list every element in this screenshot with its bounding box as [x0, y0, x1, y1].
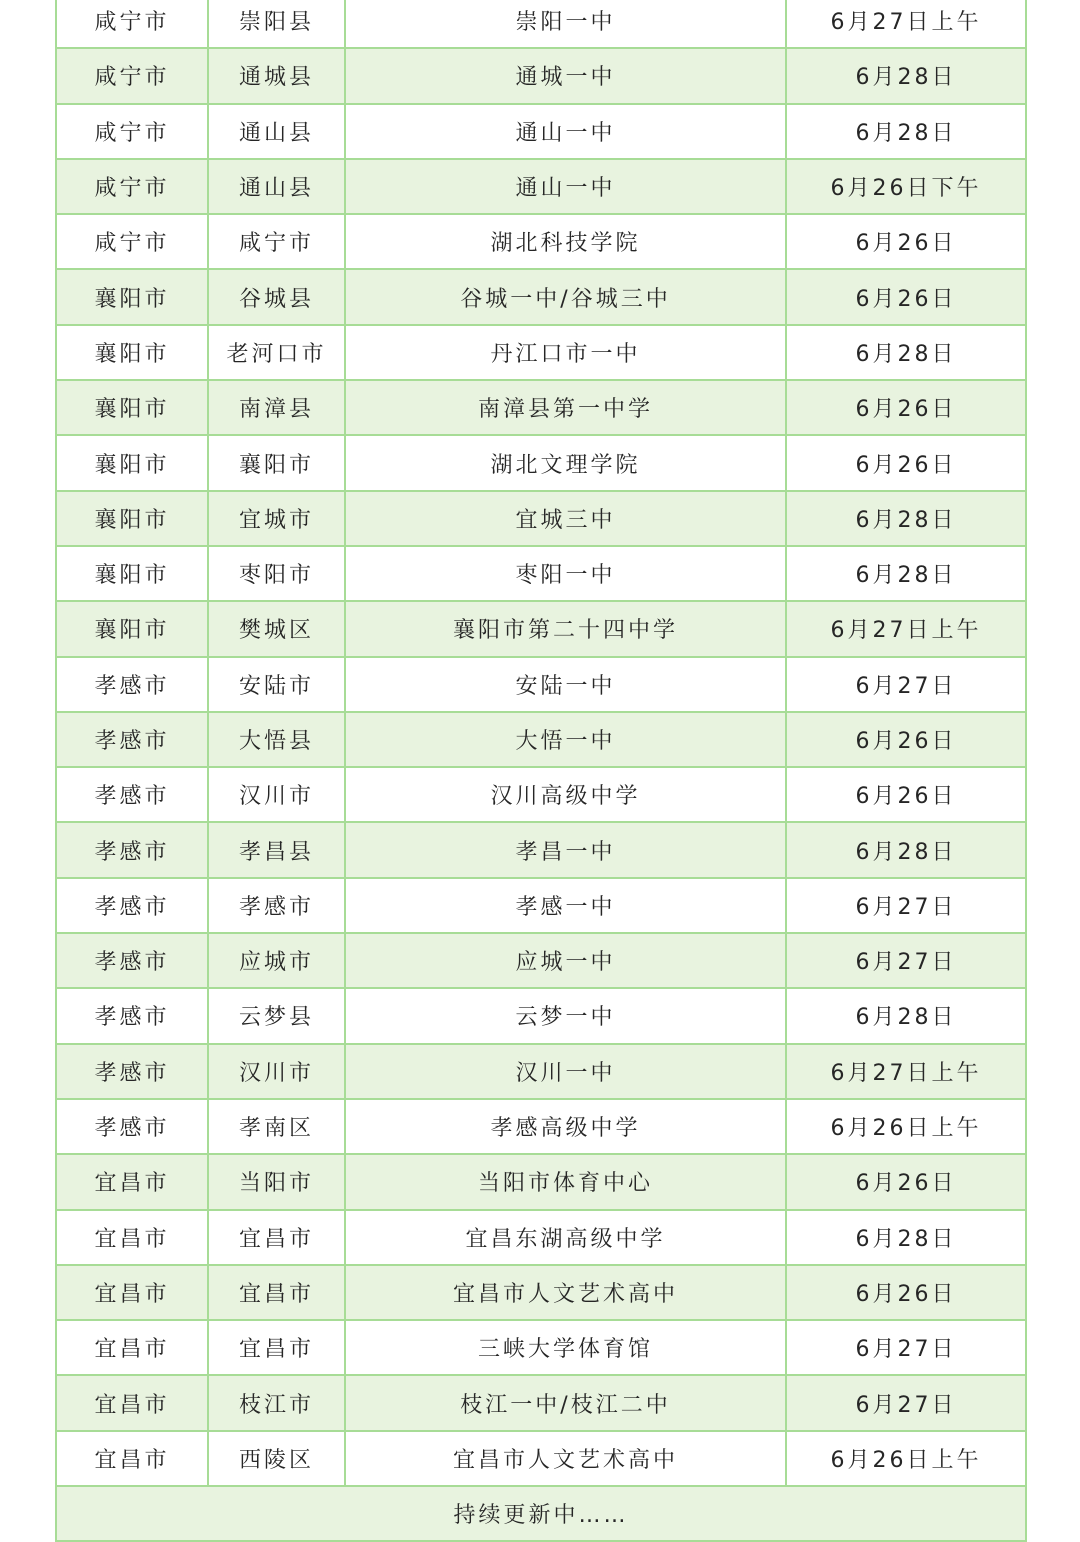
date-cell: 6月26日 [786, 712, 1026, 767]
district-cell: 老河口市 [208, 325, 345, 380]
city-cell: 孝感市 [56, 1099, 208, 1154]
district-cell: 当阳市 [208, 1154, 345, 1209]
venue-cell: 宜昌市人文艺术高中 [345, 1431, 786, 1486]
venue-cell: 宜昌东湖高级中学 [345, 1210, 786, 1265]
district-cell: 襄阳市 [208, 435, 345, 490]
date-cell: 6月28日 [786, 325, 1026, 380]
date-cell: 6月26日 [786, 767, 1026, 822]
table-row [56, 601, 1026, 656]
city-cell: 孝感市 [56, 933, 208, 988]
footer-text: 持续更新中…… [56, 1486, 1026, 1541]
city-cell: 宜昌市 [56, 1320, 208, 1375]
date-cell: 6月27日 [786, 1320, 1026, 1375]
table-row [56, 1154, 1026, 1209]
date-cell: 6月28日 [786, 988, 1026, 1043]
date-cell: 6月26日 [786, 1265, 1026, 1320]
city-cell: 襄阳市 [56, 491, 208, 546]
table-row [56, 1265, 1026, 1320]
table-row [56, 104, 1026, 159]
district-cell: 谷城县 [208, 269, 345, 324]
district-cell: 汉川市 [208, 1044, 345, 1099]
district-cell: 宜城市 [208, 491, 345, 546]
city-cell: 孝感市 [56, 878, 208, 933]
district-cell: 孝昌县 [208, 822, 345, 877]
district-cell: 宜昌市 [208, 1210, 345, 1265]
venue-cell: 孝感高级中学 [345, 1099, 786, 1154]
footer-row [56, 1486, 1026, 1541]
date-cell: 6月26日 [786, 435, 1026, 490]
city-cell: 咸宁市 [56, 48, 208, 103]
table-row [56, 1431, 1026, 1486]
venue-cell: 通山一中 [345, 104, 786, 159]
city-cell: 襄阳市 [56, 380, 208, 435]
city-cell: 襄阳市 [56, 435, 208, 490]
schedule-table-container [55, 0, 1025, 1542]
table-row [56, 1320, 1026, 1375]
date-cell: 6月26日 [786, 214, 1026, 269]
city-cell: 孝感市 [56, 988, 208, 1043]
venue-cell: 安陆一中 [345, 657, 786, 712]
district-cell: 大悟县 [208, 712, 345, 767]
district-cell: 樊城区 [208, 601, 345, 656]
table-row [56, 0, 1026, 48]
venue-cell: 通城一中 [345, 48, 786, 103]
table-row [56, 546, 1026, 601]
table-row [56, 1375, 1026, 1430]
venue-cell: 汉川一中 [345, 1044, 786, 1099]
date-cell: 6月28日 [786, 104, 1026, 159]
district-cell: 枝江市 [208, 1375, 345, 1430]
date-cell: 6月28日 [786, 546, 1026, 601]
venue-cell: 崇阳一中 [345, 0, 786, 48]
city-cell: 襄阳市 [56, 601, 208, 656]
table-row [56, 1099, 1026, 1154]
venue-cell: 襄阳市第二十四中学 [345, 601, 786, 656]
district-cell: 汉川市 [208, 767, 345, 822]
date-cell: 6月26日上午 [786, 1431, 1026, 1486]
venue-cell: 云梦一中 [345, 988, 786, 1043]
city-cell: 孝感市 [56, 712, 208, 767]
district-cell: 宜昌市 [208, 1265, 345, 1320]
table-row [56, 159, 1026, 214]
table-row [56, 435, 1026, 490]
venue-cell: 大悟一中 [345, 712, 786, 767]
city-cell: 孝感市 [56, 767, 208, 822]
date-cell: 6月28日 [786, 822, 1026, 877]
city-cell: 襄阳市 [56, 546, 208, 601]
venue-cell: 枝江一中/枝江二中 [345, 1375, 786, 1430]
date-cell: 6月27日 [786, 657, 1026, 712]
city-cell: 宜昌市 [56, 1154, 208, 1209]
district-cell: 云梦县 [208, 988, 345, 1043]
venue-cell: 当阳市体育中心 [345, 1154, 786, 1209]
city-cell: 宜昌市 [56, 1210, 208, 1265]
city-cell: 咸宁市 [56, 0, 208, 48]
city-cell: 孝感市 [56, 822, 208, 877]
district-cell: 通城县 [208, 48, 345, 103]
venue-cell: 宜昌市人文艺术高中 [345, 1265, 786, 1320]
date-cell: 6月27日 [786, 878, 1026, 933]
table-row [56, 822, 1026, 877]
venue-cell: 孝感一中 [345, 878, 786, 933]
city-cell: 襄阳市 [56, 269, 208, 324]
venue-cell: 孝昌一中 [345, 822, 786, 877]
table-row [56, 269, 1026, 324]
venue-cell: 湖北文理学院 [345, 435, 786, 490]
venue-cell: 通山一中 [345, 159, 786, 214]
date-cell: 6月28日 [786, 48, 1026, 103]
city-cell: 宜昌市 [56, 1375, 208, 1430]
district-cell: 孝南区 [208, 1099, 345, 1154]
table-row [56, 214, 1026, 269]
district-cell: 崇阳县 [208, 0, 345, 48]
table-row [56, 1210, 1026, 1265]
date-cell: 6月26日 [786, 269, 1026, 324]
district-cell: 宜昌市 [208, 1320, 345, 1375]
table-row [56, 712, 1026, 767]
district-cell: 南漳县 [208, 380, 345, 435]
venue-cell: 应城一中 [345, 933, 786, 988]
venue-cell: 三峡大学体育馆 [345, 1320, 786, 1375]
venue-cell: 宜城三中 [345, 491, 786, 546]
city-cell: 咸宁市 [56, 214, 208, 269]
table-row [56, 325, 1026, 380]
date-cell: 6月27日上午 [786, 1044, 1026, 1099]
date-cell: 6月28日 [786, 1210, 1026, 1265]
table-row [56, 48, 1026, 103]
district-cell: 安陆市 [208, 657, 345, 712]
date-cell: 6月26日下午 [786, 159, 1026, 214]
district-cell: 孝感市 [208, 878, 345, 933]
district-cell: 西陵区 [208, 1431, 345, 1486]
city-cell: 孝感市 [56, 657, 208, 712]
venue-cell: 湖北科技学院 [345, 214, 786, 269]
date-cell: 6月26日 [786, 1154, 1026, 1209]
date-cell: 6月27日 [786, 933, 1026, 988]
district-cell: 通山县 [208, 159, 345, 214]
table-row [56, 767, 1026, 822]
schedule-table [55, 0, 1027, 1542]
table-row [56, 878, 1026, 933]
city-cell: 宜昌市 [56, 1431, 208, 1486]
district-cell: 应城市 [208, 933, 345, 988]
district-cell: 通山县 [208, 104, 345, 159]
city-cell: 孝感市 [56, 1044, 208, 1099]
date-cell: 6月28日 [786, 491, 1026, 546]
city-cell: 襄阳市 [56, 325, 208, 380]
venue-cell: 枣阳一中 [345, 546, 786, 601]
venue-cell: 南漳县第一中学 [345, 380, 786, 435]
district-cell: 咸宁市 [208, 214, 345, 269]
date-cell: 6月27日 [786, 1375, 1026, 1430]
date-cell: 6月27日上午 [786, 601, 1026, 656]
table-row [56, 933, 1026, 988]
table-row [56, 491, 1026, 546]
venue-cell: 谷城一中/谷城三中 [345, 269, 786, 324]
district-cell: 枣阳市 [208, 546, 345, 601]
date-cell: 6月26日 [786, 380, 1026, 435]
table-row [56, 657, 1026, 712]
table-row [56, 988, 1026, 1043]
city-cell: 宜昌市 [56, 1265, 208, 1320]
city-cell: 咸宁市 [56, 159, 208, 214]
table-row [56, 380, 1026, 435]
schedule-table-body [56, 0, 1026, 1486]
city-cell: 咸宁市 [56, 104, 208, 159]
date-cell: 6月27日上午 [786, 0, 1026, 48]
venue-cell: 丹江口市一中 [345, 325, 786, 380]
venue-cell: 汉川高级中学 [345, 767, 786, 822]
table-row [56, 1044, 1026, 1099]
date-cell: 6月26日上午 [786, 1099, 1026, 1154]
